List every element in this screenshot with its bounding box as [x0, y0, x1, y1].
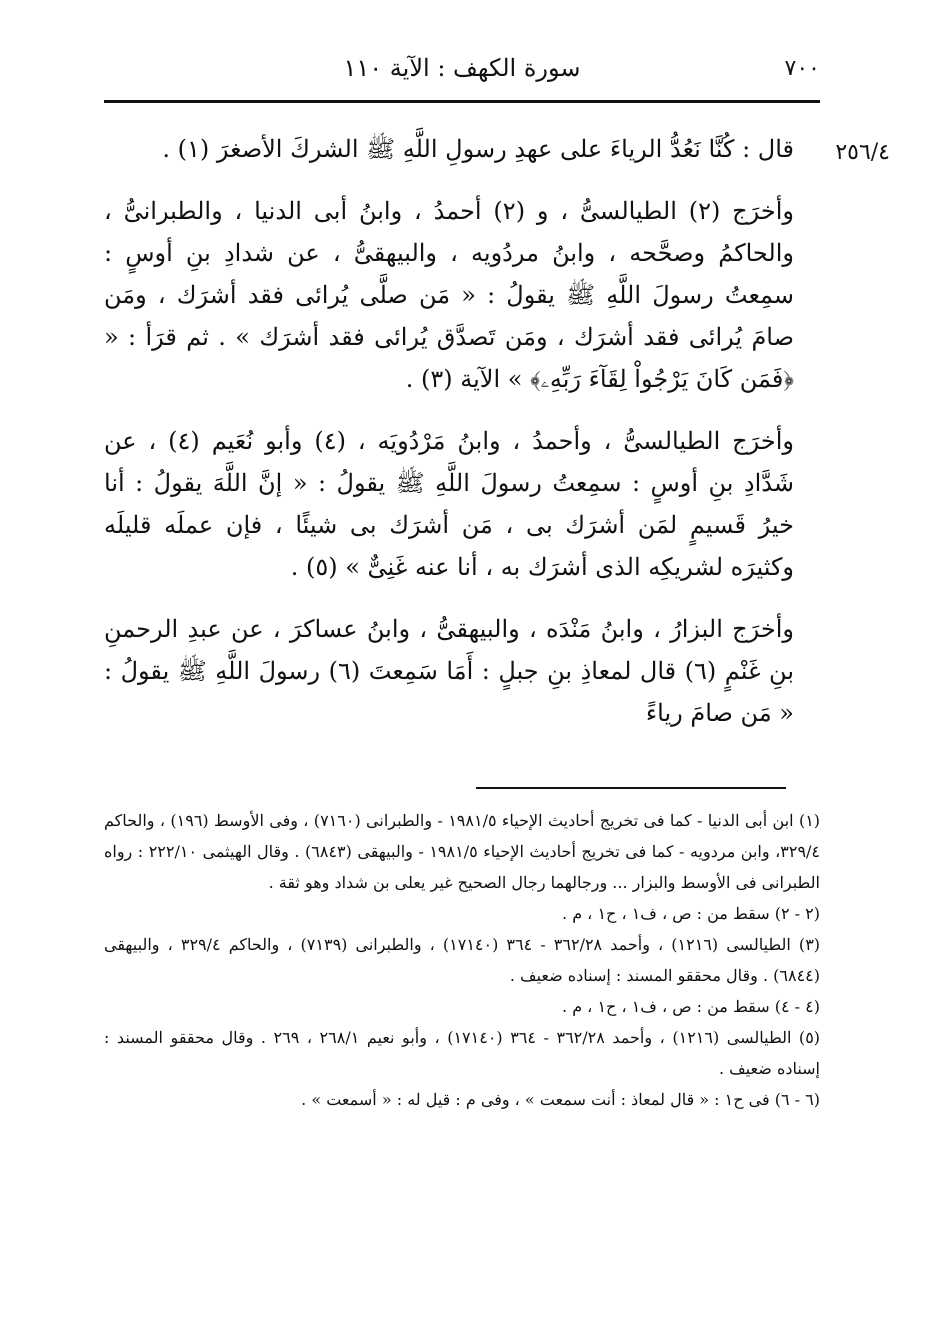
paragraph: قال : كُنَّا نَعُدُّ الرياءَ على عهدِ رسولِ اللَّهِ ﷺ الشركَ الأصغرَ (١) . — [162, 135, 794, 163]
side-reference-number: ٢٥٦/٤ — [835, 140, 890, 165]
running-title: سورة الكهف : الآية ١١٠ — [343, 54, 581, 82]
page-number: ٧٠٠ — [784, 56, 820, 81]
footnote-rule — [476, 787, 786, 789]
footnote: (٤ - ٤) سقط من : ص ، ف١ ، ح١ ، م . — [562, 997, 820, 1016]
page-header — [104, 52, 820, 92]
footnotes — [104, 805, 820, 1115]
main-text — [104, 128, 794, 754]
header-rule — [104, 100, 820, 103]
footnote: (١) ابن أبى الدنيا - كما فى تخريج أحاديث الإحياء ١٩٨١/٥ - والطبرانى (٧١٦٠) ، وفى الأوسط (١٩٦) ، والحاكم ٣٢٩/٤، وابن مردويه - كما فى تخريج أحاديث الإحياء ١٩٨١/٥ - والبيهقى (٦٨٤٣) . وقال الهيثمى ٢٢٢/١٠ : رواه الطبرانى فى الأوسط والبزار ... ورجالهما رجال الصحيح غير يعلى بن شداد وهو ثقة . — [104, 811, 821, 892]
paragraph: وأخرَج البزارُ ، وابنُ مَنْدَه ، والبيهقىُّ ، وابنُ عساكرَ ، عن عبدِ الرحمنِ بنِ غَنْمٍ (٦) قال لمعاذِ بنِ جبلٍ : أَمَا سَمِعتَ (٦) رسولَ اللَّهِ ﷺ يقولُ : « مَن صامَ رياءً — [104, 615, 794, 727]
paragraph: وأخرَج (٢) الطيالسىُّ ، و (٢) أحمدُ ، وابنُ أبى الدنيا ، والطبرانىُّ ، والحاكمُ وصحَّحه ، وابنُ مردُويه ، والبيهقىُّ ، عن شدادِ بنِ أوسٍ : سمِعتُ رسولَ اللَّهِ ﷺ يقولُ : « مَن صلَّى يُرائى فقد أشرَك ، ومَن صامَ يُرائى فقد أشرَك ، ومَن تَصدَّق يُرائى فقد أشرَك » . ثم قرَأ : « ﴿فَمَن كَانَ يَرْجُواْ لِقَآءَ رَبِّهِۦ﴾ » الآية (٣) . — [104, 197, 795, 393]
paragraph: وأخرَج الطيالسىُّ ، وأحمدُ ، وابنُ مَرْدُويَه ، (٤) وأبو نُعَيم (٤) ، عن شَدَّادِ بنِ أوسٍ : سمِعتُ رسولَ اللَّهِ ﷺ يقولُ : « إنَّ اللَّهَ يقولُ : أنا خيرُ قَسيمٍ لمَن أشرَك بى ، مَن أشرَك بى شيئًا ، فإن عملَه قليلَه وكثيرَه لشريكِه الذى أشرَك به ، أنا عنه غَنِىٌّ » (٥) . — [104, 427, 794, 581]
footnote: (٦ - ٦) فى ح١ : « قال لمعاذ : أنت سمعت » ، وفى م : قيل له : « أسمعت » . — [301, 1090, 820, 1109]
footnote: (٣) الطيالسى (١٢١٦) ، وأحمد ٣٦٢/٢٨ - ٣٦٤ (١٧١٤٠) ، والطبرانى (٧١٣٩) ، والحاكم ٣٢٩/٤ ، والبيهقى (٦٨٤٤) . وقال محققو المسند : إسناده ضعيف . — [104, 935, 821, 985]
footnote: (٢ - ٢) سقط من : ص ، ف١ ، ح١ ، م . — [562, 904, 820, 923]
footnote: (٥) الطيالسى (١٢١٦) ، وأحمد ٣٦٢/٢٨ - ٣٦٤ (١٧١٤٠) ، وأبو نعيم ٢٦٨/١ ، ٢٦٩ . وقال محققو المسند : إسناده ضعيف . — [104, 1028, 821, 1078]
